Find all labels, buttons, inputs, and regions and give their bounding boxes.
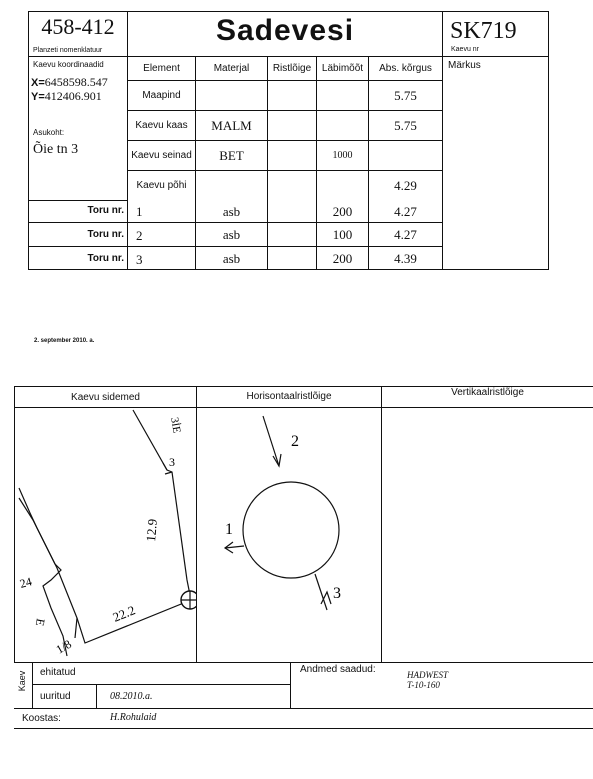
date-line: 2. september 2010. a. [34,338,95,344]
divider [28,200,128,201]
surveyed-value: 08.2010.a. [110,691,153,702]
pipe-number: 3 [136,252,143,267]
row-element: Kaevu põhi [136,180,187,191]
y-label: Y= [31,91,45,103]
author-label: Koostas: [22,713,61,724]
col-header-vertical-section: Vertikaalristlõige [451,387,524,398]
surveyed-label: uuritud [40,691,71,702]
pipe-number: 1 [136,204,143,219]
row-height: 5.75 [394,87,417,103]
pipe-line-2 [263,416,279,466]
pipe-material: asb [222,250,241,266]
divider [442,11,443,270]
row-material: BET [219,147,244,163]
divider [267,56,268,270]
source-value-2: T-10-160 [407,680,440,690]
col-header-connections: Kaevu sidemed [71,392,140,403]
well-circle [243,482,339,578]
pipe-label: Toru nr. [87,229,124,240]
pipe-diameter: 200 [332,203,353,219]
sketch-tick [75,618,77,638]
row-height: 4.29 [394,177,417,193]
footer-side-label: Kaev [17,670,27,692]
row-diameter [317,171,368,200]
pipe-line-3 [315,574,327,610]
footer-divider [290,662,291,708]
x-label: X= [31,77,45,89]
sketch-label: 12.9 [143,518,160,543]
horizontal-section-sketch [197,408,381,662]
location-label: Asukoht: [33,128,65,137]
row-diameter: 1000 [332,150,353,161]
row-element: Maapind [142,90,181,101]
coords-label: Kaevu koordinaadid [33,60,104,69]
nomenclature-value: 458-412 [41,14,115,39]
source-value-1: HADWEST [407,670,448,680]
divider [28,56,549,57]
source-label: Andmed saadud: [300,664,376,675]
sketch-label: E [32,617,48,628]
sketch-label: 24 [18,574,34,591]
row-element: Kaevu seinad [131,150,192,161]
row-diameter [317,81,368,110]
pipe-material: asb [222,226,241,242]
row-element: Kaevu kaas [135,120,188,131]
pipe-height: 4.27 [394,203,417,219]
sketch-label: 3 [169,455,175,469]
pipe-diameter: 100 [332,226,353,242]
footer-divider [96,685,97,708]
well-number-value: SK719 [450,18,517,44]
header-section: Ristlõige [272,62,312,74]
sketch-label: 1/8 [53,636,74,657]
x-coordinate [31,75,108,90]
pipe-label: Toru nr. [87,253,124,264]
pipe-height: 4.39 [394,250,417,266]
pipe-material: asb [222,203,241,219]
sketch-label: 3İE [168,416,183,435]
row-height: 5.75 [394,117,417,133]
sketch-tick [165,472,172,474]
pipe-label-3: 3 [333,585,341,602]
pipe-label-2: 2 [291,433,299,450]
y-value: 412406.901 [44,89,102,103]
sketch-tick [163,463,167,470]
location-value: Õie tn 3 [33,142,79,157]
header-material: Materjal [213,62,250,74]
pipe-label: Toru nr. [87,205,124,216]
row-height [369,141,442,170]
page-title: Sadevesi [215,14,355,47]
pipe-diameter: 200 [332,250,353,266]
row-diameter [317,111,368,140]
y-coordinate [31,89,102,104]
row-material [196,81,267,110]
footer-top-line [14,662,593,663]
nomenclature-label: Planzeti nomenklatuur [33,47,103,54]
footer-divider [14,708,593,709]
footer-side-line [32,662,33,708]
author-value: H.Rohulaid [110,712,157,723]
row-material [196,171,267,200]
well-number-label: Kaevu nr [451,46,480,53]
sketch-label: 22.2 [110,602,138,625]
sketch-boundary-line [19,410,191,643]
built-label: ehitatud [40,667,76,678]
connections-sketch [15,408,196,662]
header-element: Element [143,62,180,74]
header-notes: Märkus [448,60,481,71]
header-diameter: Läbimõõt [321,62,364,74]
pipe-number: 2 [136,228,143,243]
header-abs-height: Abs. kõrgus [379,62,432,74]
pipe-height: 4.27 [394,226,417,242]
x-value: 6458598.547 [44,75,108,89]
col-header-horizontal-section: Horisontaalristlõige [246,391,332,402]
row-material: MALM [211,117,252,133]
drawings-divider [381,386,382,662]
footer-bottom-line [14,728,593,729]
footer-divider [32,684,290,685]
pipe-label-1: 1 [225,521,233,538]
